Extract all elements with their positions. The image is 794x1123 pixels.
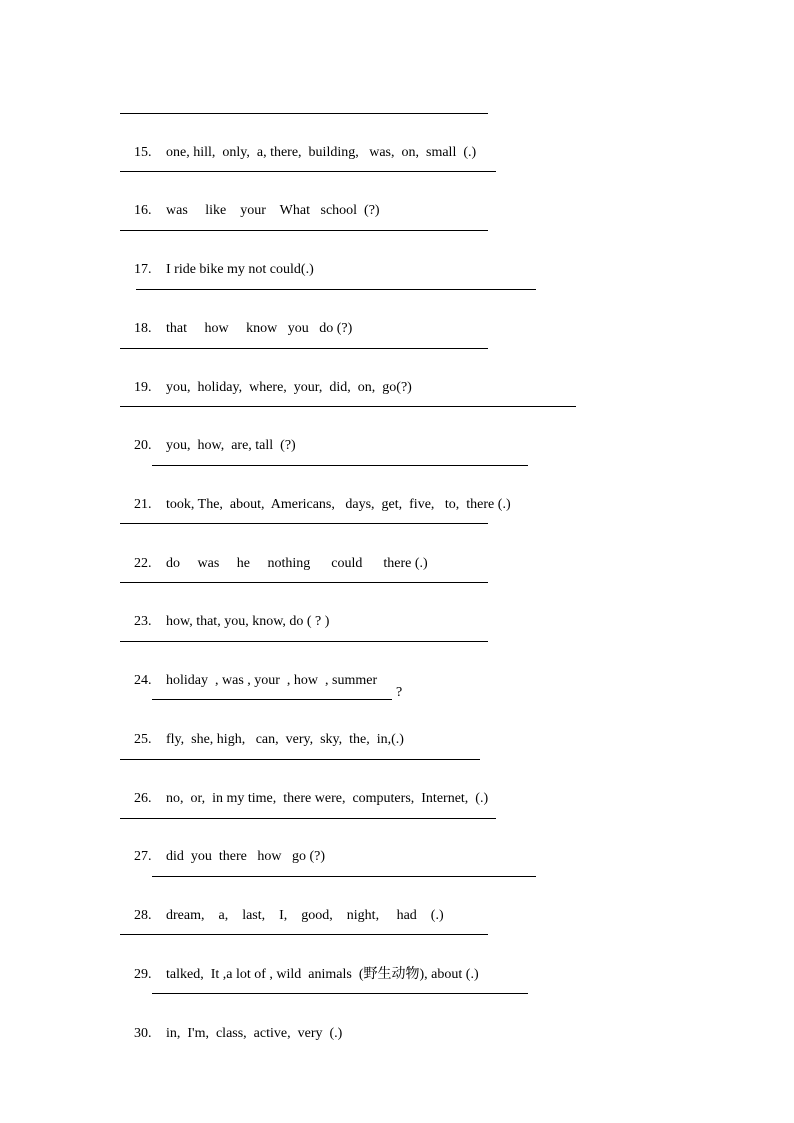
question-words: talked, It ,a lot of , wild animals (野生动物), about (.): [166, 967, 479, 982]
answer-line-14[interactable]: [120, 113, 488, 114]
question-words: in, I'm, class, active, very (.): [166, 1026, 343, 1041]
question-number: 24.: [134, 673, 152, 688]
question-number: 17.: [134, 262, 152, 277]
question-words: fly, she, high, can, very, sky, the, in,(.): [166, 732, 404, 747]
question-words: I ride bike my not could(.): [166, 262, 314, 277]
question-number: 20.: [134, 438, 152, 453]
question-number: 21.: [134, 497, 152, 512]
question-number: 22.: [134, 556, 152, 571]
question-words: you, holiday, where, your, did, on, go(?): [166, 380, 412, 395]
question-number: 15.: [134, 145, 152, 160]
question-number: 28.: [134, 908, 152, 923]
question-number: 30.: [134, 1026, 152, 1041]
question-words: no, or, in my time, there were, computers, Internet, (.): [166, 791, 489, 806]
question-20: [120, 419, 296, 473]
question-number: 29.: [134, 967, 152, 982]
question-21: [120, 478, 511, 532]
question-words: one, hill, only, a, there, building, was, on, small (.): [166, 145, 477, 160]
question-18: [120, 302, 352, 356]
question-26: [120, 772, 488, 826]
question-number: 25.: [134, 732, 152, 747]
question-number: 27.: [134, 849, 152, 864]
question-words: was like your What school (?): [166, 203, 380, 218]
question-29: [120, 948, 479, 1002]
question-22: [120, 537, 428, 591]
question-words: you, how, are, tall (?): [166, 438, 296, 453]
question-27: [120, 830, 325, 884]
question-words: took, The, about, Americans, days, get, five, to, there (.): [166, 497, 511, 512]
question-number: 19.: [134, 380, 152, 395]
question-words: that how know you do (?): [166, 321, 353, 336]
question-number: 23.: [134, 614, 152, 629]
question-words: did you there how go (?): [166, 849, 326, 864]
question-words: how, that, you, know, do ( ? ): [166, 614, 330, 629]
question-number: 26.: [134, 791, 152, 806]
question-19: [120, 361, 412, 415]
question-25: [120, 713, 404, 767]
question-28: [120, 889, 444, 943]
question-15: [120, 126, 476, 180]
question-24: [120, 654, 377, 708]
question-words: holiday , was , your , how , summer: [166, 673, 378, 688]
question-number: 18.: [134, 321, 152, 336]
question-23: [120, 595, 329, 649]
question-words: do was he nothing could there (.): [166, 556, 428, 571]
question-17: [120, 243, 314, 297]
question-words: dream, a, last, I, good, night, had (.): [166, 908, 444, 923]
question-number: 16.: [134, 203, 152, 218]
question-30: [120, 1007, 342, 1061]
question-24-suffix: ?: [396, 685, 403, 700]
question-16: [120, 184, 380, 238]
